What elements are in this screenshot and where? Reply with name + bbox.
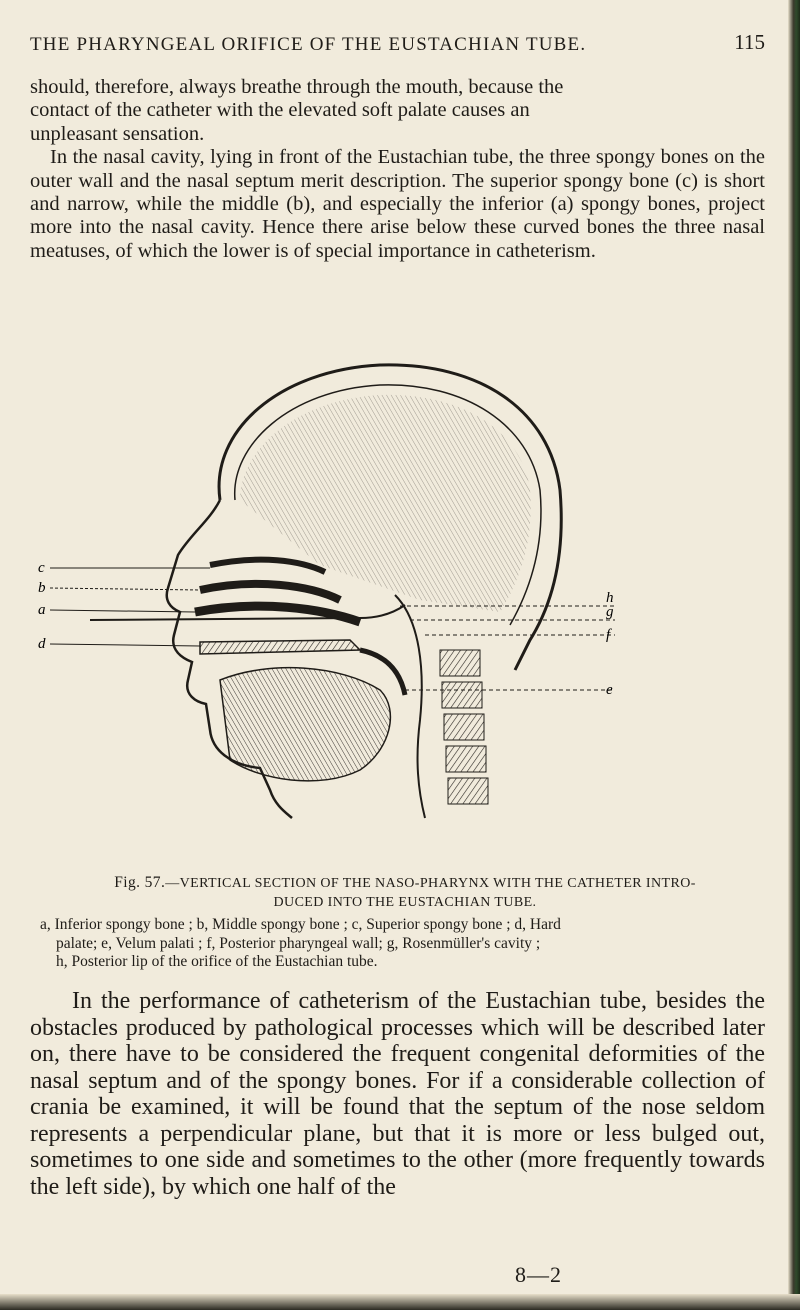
top-paragraph <box>30 76 765 263</box>
fig-label-b: b <box>38 580 46 596</box>
vertebra-1 <box>440 650 480 676</box>
fig-label-e: e <box>606 682 613 698</box>
vertebra-4 <box>446 746 486 772</box>
anatomical-figure <box>38 350 620 820</box>
turbinate-superior <box>210 560 325 572</box>
signature-mark: 8—2 <box>515 1262 562 1287</box>
top-indented-paragraph: In the nasal cavity, lying in front of the Eustachian tube, the three spongy bones on the outer wall and the nasal septum merit description. The superior spongy bone (c) is short and narrow, while the middle (b), and especially the inferior (a) spongy bones, project more into the nasal cavity. Hence there arise below these curved bones the three nasal meatuses, of which the lower is of special importance in catheterism. <box>30 146 765 262</box>
fig-label-d: d <box>38 636 46 652</box>
fig-label-h: h <box>606 590 614 606</box>
top-line-2: contact of the catheter with the elevated soft palate causes an <box>30 99 530 122</box>
main-paragraph: In the performance of catheterism of the Eustachian tube, besides the obstacles produced by pathological processes which will be described later on, there have to be considered the frequent congenital deformities of the nasal septum and of the spongy bones. For if a considerable collection of crania be examined, it will be found that the septum of the nose seldom represents a perpendicular plane, but that it is more or less bulged out, sometimes to one side and sometimes to the other (more frequently towards the left side), by which one half of the <box>30 988 765 1200</box>
fig-label-g: g <box>606 604 614 620</box>
hard-palate <box>200 640 360 654</box>
figure-legend <box>40 916 770 972</box>
vertebra-2 <box>442 682 482 708</box>
page-edge-shadow <box>788 0 800 1310</box>
page-bottom-edge <box>0 1294 800 1310</box>
brain-region <box>240 395 531 612</box>
vertebra-3 <box>444 714 484 740</box>
legend-line-2: palate; e, Velum palati ; f, Posterior pharyngeal wall; g, Rosenmüller's cavity ; <box>56 934 541 952</box>
top-line-3: unpleasant sensation. <box>30 122 205 145</box>
figure-number: Fig. 57. <box>114 874 166 891</box>
page-number: 115 <box>734 30 765 54</box>
fig-label-f: f <box>606 627 611 643</box>
fig-label-c: c <box>38 560 45 576</box>
turbinate-middle <box>200 584 340 600</box>
tongue <box>220 668 390 781</box>
caption-title-line-2: DUCED INTO THE EUSTACHIAN TUBE. <box>273 895 537 910</box>
caption-title-line-1: —VERTICAL SECTION OF THE NASO-PHARYNX WITH THE CATHETER INTRO- <box>165 876 696 891</box>
top-line-1: should, therefore, always breathe through the mouth, because the <box>30 76 564 98</box>
legend-line-3: h, Posterior lip of the orifice of the Eustachian tube. <box>56 953 378 970</box>
pharyngeal-wall <box>395 595 425 818</box>
vertebra-5 <box>448 778 488 804</box>
head-section-illustration <box>38 350 620 820</box>
fig-label-a: a <box>38 602 46 618</box>
figure-caption-title <box>40 874 770 912</box>
legend-line-1: a, Inferior spongy bone ; b, Middle spongy bone ; c, Superior spongy bone ; d, Hard <box>40 916 561 933</box>
running-head-title: THE PHARYNGEAL ORIFICE OF THE EUSTACHIAN TUBE. <box>30 34 587 55</box>
